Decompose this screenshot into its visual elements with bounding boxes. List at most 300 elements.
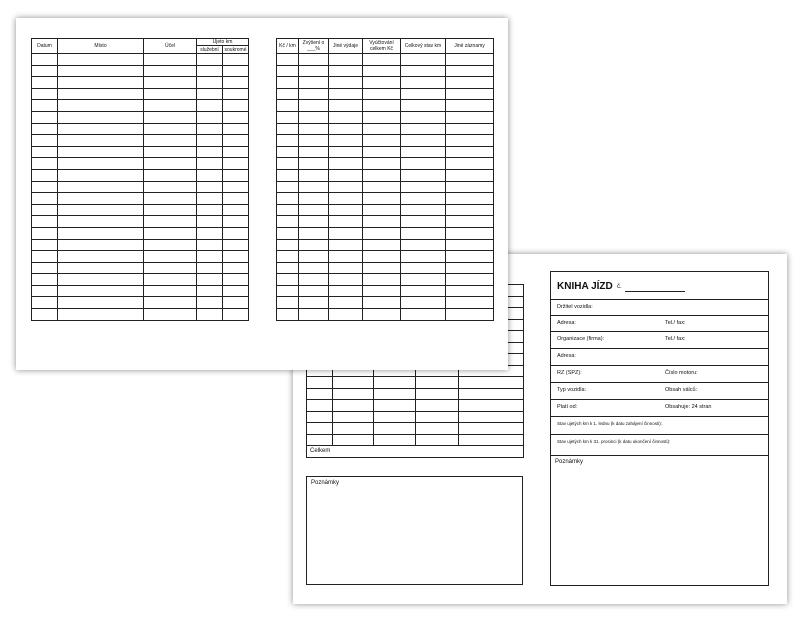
table-cell[interactable] xyxy=(197,285,223,297)
table-cell[interactable] xyxy=(58,193,144,205)
table-cell[interactable] xyxy=(32,65,58,77)
table-cell[interactable] xyxy=(459,388,524,400)
table-cell[interactable] xyxy=(401,123,446,135)
table-cell[interactable] xyxy=(223,158,249,170)
table-cell[interactable] xyxy=(446,262,494,274)
table-cell[interactable] xyxy=(329,262,363,274)
table-cell[interactable] xyxy=(299,111,329,123)
table-cell[interactable] xyxy=(32,158,58,170)
table-cell[interactable] xyxy=(223,135,249,147)
table-cell[interactable] xyxy=(32,297,58,309)
right-table-row xyxy=(277,77,494,89)
table-cell[interactable] xyxy=(58,297,144,309)
table-cell[interactable] xyxy=(446,123,494,135)
table-cell[interactable] xyxy=(363,227,401,239)
table-cell[interactable] xyxy=(144,123,197,135)
table-cell[interactable] xyxy=(307,388,333,400)
table-cell[interactable] xyxy=(446,88,494,100)
table-cell[interactable] xyxy=(223,100,249,112)
table-cell[interactable] xyxy=(197,65,223,77)
table-cell[interactable] xyxy=(58,169,144,181)
table-cell[interactable] xyxy=(329,274,363,286)
table-cell[interactable] xyxy=(333,377,374,389)
table-cell[interactable] xyxy=(363,274,401,286)
table-cell[interactable] xyxy=(144,227,197,239)
table-cell[interactable] xyxy=(446,193,494,205)
table-cell[interactable] xyxy=(333,411,374,423)
table-cell[interactable] xyxy=(58,204,144,216)
table-cell[interactable] xyxy=(223,227,249,239)
table-cell[interactable] xyxy=(299,65,329,77)
table-cell[interactable] xyxy=(58,309,144,321)
table-cell[interactable] xyxy=(329,285,363,297)
table-cell[interactable] xyxy=(277,297,299,309)
table-cell[interactable] xyxy=(307,434,333,446)
table-cell[interactable] xyxy=(401,216,446,228)
table-cell[interactable] xyxy=(277,239,299,251)
info-row-adresa xyxy=(551,315,768,332)
table-cell[interactable] xyxy=(223,77,249,89)
table-cell[interactable] xyxy=(333,423,374,435)
table-cell[interactable] xyxy=(144,193,197,205)
table-cell[interactable] xyxy=(144,88,197,100)
table-cell[interactable] xyxy=(223,54,249,66)
table-cell[interactable] xyxy=(197,181,223,193)
table-cell[interactable] xyxy=(374,434,416,446)
table-cell[interactable] xyxy=(363,193,401,205)
table-cell[interactable] xyxy=(329,158,363,170)
right-table-row xyxy=(277,204,494,216)
table-cell[interactable] xyxy=(329,309,363,321)
table-cell[interactable] xyxy=(277,309,299,321)
table-cell[interactable] xyxy=(32,181,58,193)
table-cell[interactable] xyxy=(416,434,459,446)
table-cell[interactable] xyxy=(58,123,144,135)
table-cell[interactable] xyxy=(329,169,363,181)
table-cell[interactable] xyxy=(363,285,401,297)
table-cell[interactable] xyxy=(32,309,58,321)
table-cell[interactable] xyxy=(58,285,144,297)
table-cell[interactable] xyxy=(58,100,144,112)
table-cell[interactable] xyxy=(144,181,197,193)
table-cell[interactable] xyxy=(329,88,363,100)
table-cell[interactable] xyxy=(223,262,249,274)
table-cell[interactable] xyxy=(374,400,416,412)
table-cell[interactable] xyxy=(58,239,144,251)
table-cell[interactable] xyxy=(277,262,299,274)
table-cell[interactable] xyxy=(329,193,363,205)
table-cell[interactable] xyxy=(58,54,144,66)
table-cell[interactable] xyxy=(416,388,459,400)
info-row-adresa2 xyxy=(551,348,768,366)
table-cell[interactable] xyxy=(58,181,144,193)
table-cell[interactable] xyxy=(363,181,401,193)
table-cell[interactable] xyxy=(401,65,446,77)
table-cell[interactable] xyxy=(401,158,446,170)
right-table-row xyxy=(277,146,494,158)
table-cell[interactable] xyxy=(277,111,299,123)
table-cell[interactable] xyxy=(197,88,223,100)
table-cell[interactable] xyxy=(446,77,494,89)
table-cell[interactable] xyxy=(197,193,223,205)
table-cell[interactable] xyxy=(277,65,299,77)
table-cell[interactable] xyxy=(374,388,416,400)
table-cell[interactable] xyxy=(197,227,223,239)
table-cell[interactable] xyxy=(299,123,329,135)
table-cell[interactable] xyxy=(329,204,363,216)
table-cell[interactable] xyxy=(363,216,401,228)
table-cell[interactable] xyxy=(401,251,446,263)
table-cell[interactable] xyxy=(299,239,329,251)
table-cell[interactable] xyxy=(401,309,446,321)
table-cell[interactable] xyxy=(223,169,249,181)
table-cell[interactable] xyxy=(144,285,197,297)
table-cell[interactable] xyxy=(144,274,197,286)
table-cell[interactable] xyxy=(32,54,58,66)
table-cell[interactable] xyxy=(401,204,446,216)
col-kc-km: Kč / km xyxy=(277,39,299,54)
table-cell[interactable] xyxy=(223,88,249,100)
table-cell[interactable] xyxy=(223,123,249,135)
table-cell[interactable] xyxy=(446,111,494,123)
right-table-row xyxy=(277,181,494,193)
table-cell[interactable] xyxy=(277,54,299,66)
table-cell[interactable] xyxy=(374,411,416,423)
table-cell[interactable] xyxy=(144,158,197,170)
table-cell[interactable] xyxy=(32,77,58,89)
table-cell[interactable] xyxy=(144,239,197,251)
table-cell[interactable] xyxy=(58,146,144,158)
table-cell[interactable] xyxy=(329,251,363,263)
table-cell[interactable] xyxy=(223,193,249,205)
table-cell[interactable] xyxy=(329,181,363,193)
col-sluzebni: služební xyxy=(197,46,223,54)
table-cell[interactable] xyxy=(58,262,144,274)
table-cell[interactable] xyxy=(58,216,144,228)
table-cell[interactable] xyxy=(299,227,329,239)
table-cell[interactable] xyxy=(363,169,401,181)
table-cell[interactable] xyxy=(299,169,329,181)
table-cell[interactable] xyxy=(277,216,299,228)
table-cell[interactable] xyxy=(307,377,333,389)
table-cell[interactable] xyxy=(144,54,197,66)
table-cell[interactable] xyxy=(32,100,58,112)
table-cell[interactable] xyxy=(329,77,363,89)
table-cell[interactable] xyxy=(363,251,401,263)
table-cell[interactable] xyxy=(363,77,401,89)
table-cell[interactable] xyxy=(144,65,197,77)
table-cell[interactable] xyxy=(58,251,144,263)
table-cell[interactable] xyxy=(329,111,363,123)
table-cell[interactable] xyxy=(197,309,223,321)
table-cell[interactable] xyxy=(446,146,494,158)
table-cell[interactable] xyxy=(446,135,494,147)
table-cell[interactable] xyxy=(197,77,223,89)
table-cell[interactable] xyxy=(446,285,494,297)
table-cell[interactable] xyxy=(144,100,197,112)
table-cell[interactable] xyxy=(363,111,401,123)
table-cell[interactable] xyxy=(144,262,197,274)
table-cell[interactable] xyxy=(363,135,401,147)
table-cell[interactable] xyxy=(401,54,446,66)
table-cell[interactable] xyxy=(32,262,58,274)
table-cell[interactable] xyxy=(32,193,58,205)
left-table-row xyxy=(32,100,249,112)
table-cell[interactable] xyxy=(32,135,58,147)
table-cell[interactable] xyxy=(223,297,249,309)
table-cell[interactable] xyxy=(58,65,144,77)
table-cell[interactable] xyxy=(32,216,58,228)
table-cell[interactable] xyxy=(144,251,197,263)
table-cell[interactable] xyxy=(144,135,197,147)
table-cell[interactable] xyxy=(299,54,329,66)
table-cell[interactable] xyxy=(58,158,144,170)
table-cell[interactable] xyxy=(333,434,374,446)
table-cell[interactable] xyxy=(401,100,446,112)
table-cell[interactable] xyxy=(329,297,363,309)
table-cell[interactable] xyxy=(459,377,524,389)
table-cell[interactable] xyxy=(277,227,299,239)
table-cell[interactable] xyxy=(374,377,416,389)
table-cell[interactable] xyxy=(277,193,299,205)
table-cell[interactable] xyxy=(277,135,299,147)
table-cell[interactable] xyxy=(446,65,494,77)
table-cell[interactable] xyxy=(32,285,58,297)
table-cell[interactable] xyxy=(223,146,249,158)
table-cell[interactable] xyxy=(32,111,58,123)
table-cell[interactable] xyxy=(307,423,333,435)
table-cell[interactable] xyxy=(277,204,299,216)
table-cell[interactable] xyxy=(299,285,329,297)
table-cell[interactable] xyxy=(197,274,223,286)
table-cell[interactable] xyxy=(307,411,333,423)
table-cell[interactable] xyxy=(329,123,363,135)
table-cell[interactable] xyxy=(144,297,197,309)
table-cell[interactable] xyxy=(363,146,401,158)
table-cell[interactable] xyxy=(446,54,494,66)
table-cell[interactable] xyxy=(363,100,401,112)
table-cell[interactable] xyxy=(401,227,446,239)
obsah-valcu-label: Obsah válců: xyxy=(665,387,698,393)
table-cell[interactable] xyxy=(197,204,223,216)
table-cell[interactable] xyxy=(329,146,363,158)
table-cell[interactable] xyxy=(197,297,223,309)
table-cell[interactable] xyxy=(416,400,459,412)
table-cell[interactable] xyxy=(277,100,299,112)
table-cell[interactable] xyxy=(223,239,249,251)
table-cell[interactable] xyxy=(401,193,446,205)
table-cell[interactable] xyxy=(363,88,401,100)
table-cell[interactable] xyxy=(374,423,416,435)
table-cell[interactable] xyxy=(58,227,144,239)
table-cell[interactable] xyxy=(197,216,223,228)
table-cell[interactable] xyxy=(363,54,401,66)
table-cell[interactable] xyxy=(363,158,401,170)
table-cell[interactable] xyxy=(58,135,144,147)
table-cell[interactable] xyxy=(32,227,58,239)
table-cell[interactable] xyxy=(363,123,401,135)
table-cell[interactable] xyxy=(197,123,223,135)
table-cell[interactable] xyxy=(416,411,459,423)
table-cell[interactable] xyxy=(277,169,299,181)
table-cell[interactable] xyxy=(299,100,329,112)
table-cell[interactable] xyxy=(446,204,494,216)
table-cell[interactable] xyxy=(197,239,223,251)
table-cell[interactable] xyxy=(401,135,446,147)
table-cell[interactable] xyxy=(58,88,144,100)
table-cell[interactable] xyxy=(299,77,329,89)
table-cell[interactable] xyxy=(329,100,363,112)
table-cell[interactable] xyxy=(333,400,374,412)
table-cell[interactable] xyxy=(197,169,223,181)
left-table-row xyxy=(32,216,249,228)
table-cell[interactable] xyxy=(277,88,299,100)
table-cell[interactable] xyxy=(223,216,249,228)
table-cell[interactable] xyxy=(277,77,299,89)
table-cell[interactable] xyxy=(416,423,459,435)
table-cell[interactable] xyxy=(277,158,299,170)
table-cell[interactable] xyxy=(459,434,524,446)
table-cell[interactable] xyxy=(32,274,58,286)
table-cell[interactable] xyxy=(32,169,58,181)
table-cell[interactable] xyxy=(277,146,299,158)
table-cell[interactable] xyxy=(299,309,329,321)
table-cell[interactable] xyxy=(363,65,401,77)
table-cell[interactable] xyxy=(223,204,249,216)
table-cell[interactable] xyxy=(446,274,494,286)
table-cell[interactable] xyxy=(299,274,329,286)
table-cell[interactable] xyxy=(401,297,446,309)
table-cell[interactable] xyxy=(401,274,446,286)
table-cell[interactable] xyxy=(299,181,329,193)
table-cell[interactable] xyxy=(223,111,249,123)
table-cell[interactable] xyxy=(459,423,524,435)
table-cell[interactable] xyxy=(144,77,197,89)
table-cell[interactable] xyxy=(363,239,401,251)
info-row-typ xyxy=(551,382,768,400)
table-cell[interactable] xyxy=(329,227,363,239)
table-cell[interactable] xyxy=(446,227,494,239)
table-cell[interactable] xyxy=(401,88,446,100)
table-cell[interactable] xyxy=(223,274,249,286)
table-cell[interactable] xyxy=(329,239,363,251)
table-cell[interactable] xyxy=(446,251,494,263)
table-cell[interactable] xyxy=(446,181,494,193)
table-cell[interactable] xyxy=(32,146,58,158)
table-cell[interactable] xyxy=(299,262,329,274)
table-cell[interactable] xyxy=(197,251,223,263)
table-cell[interactable] xyxy=(446,100,494,112)
table-cell[interactable] xyxy=(223,309,249,321)
table-cell[interactable] xyxy=(401,169,446,181)
table-cell[interactable] xyxy=(401,262,446,274)
table-cell[interactable] xyxy=(197,54,223,66)
table-cell[interactable] xyxy=(299,297,329,309)
table-cell[interactable] xyxy=(277,285,299,297)
table-cell[interactable] xyxy=(197,111,223,123)
table-cell[interactable] xyxy=(459,400,524,412)
table-cell[interactable] xyxy=(401,111,446,123)
table-cell[interactable] xyxy=(32,251,58,263)
table-cell[interactable] xyxy=(197,100,223,112)
table-cell[interactable] xyxy=(144,146,197,158)
right-table-row xyxy=(277,65,494,77)
table-cell[interactable] xyxy=(401,239,446,251)
table-cell[interactable] xyxy=(446,309,494,321)
table-cell[interactable] xyxy=(197,146,223,158)
table-cell[interactable] xyxy=(401,77,446,89)
table-cell[interactable] xyxy=(299,158,329,170)
table-cell[interactable] xyxy=(401,146,446,158)
table-cell[interactable] xyxy=(363,262,401,274)
table-cell[interactable] xyxy=(58,274,144,286)
table-cell[interactable] xyxy=(363,309,401,321)
table-cell[interactable] xyxy=(144,216,197,228)
table-cell[interactable] xyxy=(197,158,223,170)
table-cell[interactable] xyxy=(197,135,223,147)
table-cell[interactable] xyxy=(144,309,197,321)
table-cell[interactable] xyxy=(223,251,249,263)
table-cell[interactable] xyxy=(329,54,363,66)
table-cell[interactable] xyxy=(144,169,197,181)
table-cell[interactable] xyxy=(299,251,329,263)
table-cell[interactable] xyxy=(299,193,329,205)
left-table-row xyxy=(32,285,249,297)
right-log-table xyxy=(276,38,494,321)
table-cell[interactable] xyxy=(299,146,329,158)
table-cell[interactable] xyxy=(446,216,494,228)
table-cell[interactable] xyxy=(32,204,58,216)
table-cell[interactable] xyxy=(223,65,249,77)
table-cell[interactable] xyxy=(363,297,401,309)
table-cell[interactable] xyxy=(144,111,197,123)
table-cell[interactable] xyxy=(446,158,494,170)
table-cell[interactable] xyxy=(32,239,58,251)
table-cell[interactable] xyxy=(307,400,333,412)
tel-fax-label: Tel./ fax: xyxy=(665,320,686,326)
table-cell[interactable] xyxy=(32,123,58,135)
table-cell[interactable] xyxy=(277,181,299,193)
table-cell[interactable] xyxy=(299,204,329,216)
table-cell[interactable] xyxy=(446,297,494,309)
table-cell[interactable] xyxy=(401,285,446,297)
table-cell[interactable] xyxy=(277,274,299,286)
table-cell[interactable] xyxy=(277,123,299,135)
table-cell[interactable] xyxy=(329,135,363,147)
table-cell[interactable] xyxy=(223,181,249,193)
table-cell[interactable] xyxy=(446,169,494,181)
table-cell[interactable] xyxy=(446,239,494,251)
table-cell[interactable] xyxy=(197,262,223,274)
table-cell[interactable] xyxy=(277,251,299,263)
table-cell[interactable] xyxy=(299,216,329,228)
table-cell[interactable] xyxy=(144,204,197,216)
table-cell[interactable] xyxy=(333,388,374,400)
table-cell[interactable] xyxy=(299,135,329,147)
col-jine-vydaje: Jiné výdaje xyxy=(329,39,363,54)
table-cell[interactable] xyxy=(58,77,144,89)
table-cell[interactable] xyxy=(401,181,446,193)
table-cell[interactable] xyxy=(299,88,329,100)
table-cell[interactable] xyxy=(329,216,363,228)
table-cell[interactable] xyxy=(223,285,249,297)
table-cell[interactable] xyxy=(32,88,58,100)
table-cell[interactable] xyxy=(363,204,401,216)
table-cell[interactable] xyxy=(416,377,459,389)
table-cell[interactable] xyxy=(459,411,524,423)
table-cell[interactable] xyxy=(58,111,144,123)
table-cell[interactable] xyxy=(329,65,363,77)
